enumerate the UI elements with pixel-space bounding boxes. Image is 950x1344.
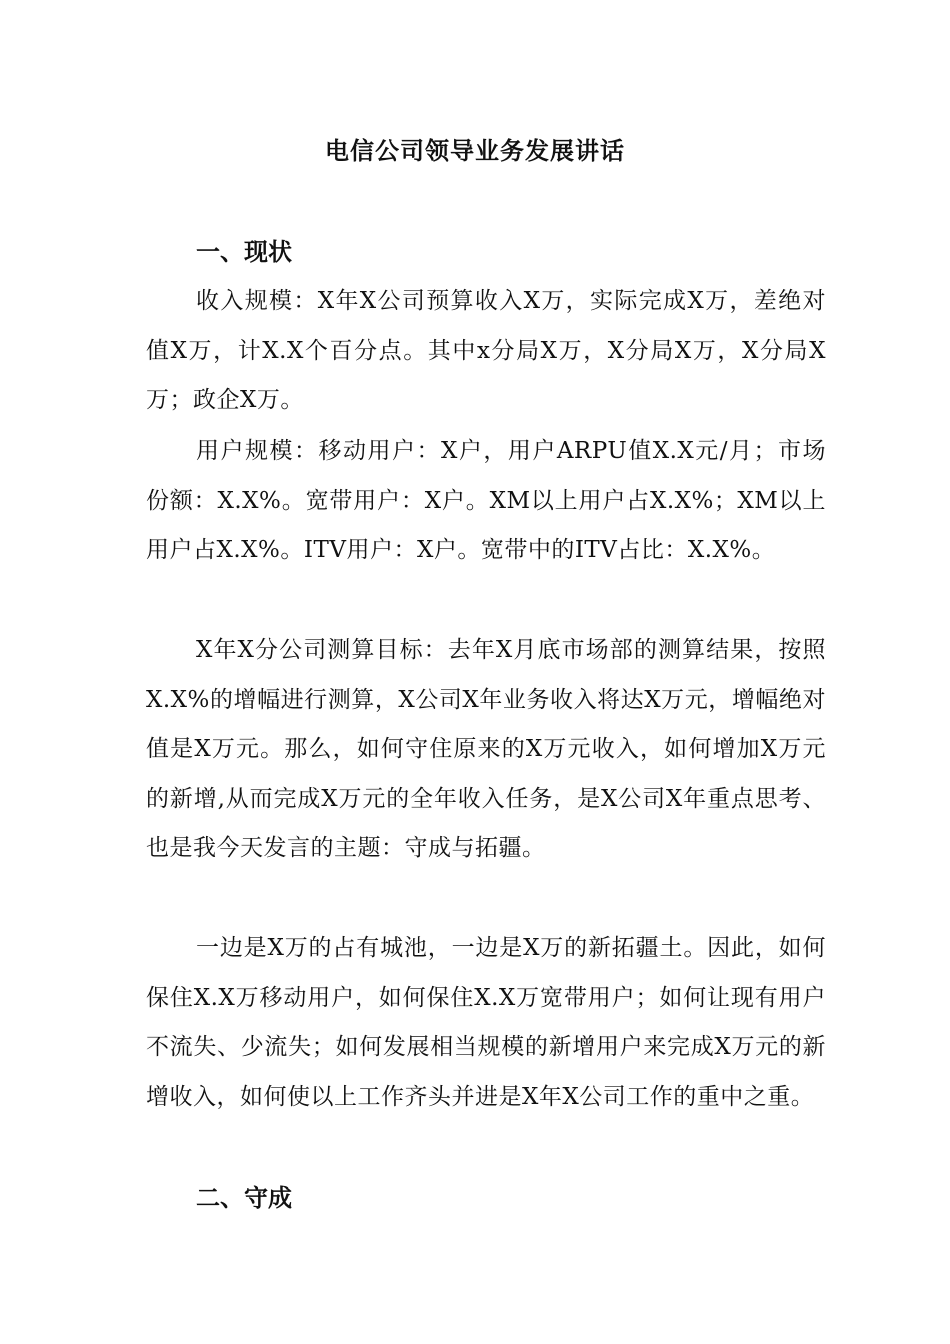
paragraph-target-estimate: X年X分公司测算目标：去年X月底市场部的测算结果，按照X.X%的增幅进行测算，X公司X年业务收入将达X万元，增幅绝对值是X万元。那么，如何守住原来的X万元收入，如何增加X万元的新增,从而完成X万元的全年收入任务，是X公司X年重点思考、也是我今天发言的主题：守成与拓疆。 — [146, 637, 826, 862]
section-heading-status: 一、现状 — [196, 238, 292, 266]
paragraph-priorities: 一边是X万的占有城池，一边是X万的新拓疆土。因此，如何保住X.X万移动用户，如何保住X.X万宽带用户；如何让现有用户不流失、少流失；如何发展相当规模的新增用户来完成X万元的新增收入，如何使以上工作齐头并进是X年X公司工作的重中之重。 — [146, 935, 826, 1110]
paragraph-revenue-scale: 收入规模：X年X公司预算收入X万，实际完成X万，差绝对值X万，计X.X个百分点。其中x分局X万，X分局X万，X分局X万；政企X万。 — [146, 288, 826, 414]
paragraph-user-scale: 用户规模：移动用户：X户，用户ARPU值X.X元/月；市场份额：X.X%。宽带用户：X户。XM以上用户占X.X%；XM以上用户占X.X%。ITV用户：X户。宽带中的ITV占比：X.X%。 — [146, 438, 826, 564]
section-heading-defense: 二、守成 — [196, 1184, 292, 1212]
document-title: 电信公司领导业务发展讲话 — [325, 137, 625, 165]
